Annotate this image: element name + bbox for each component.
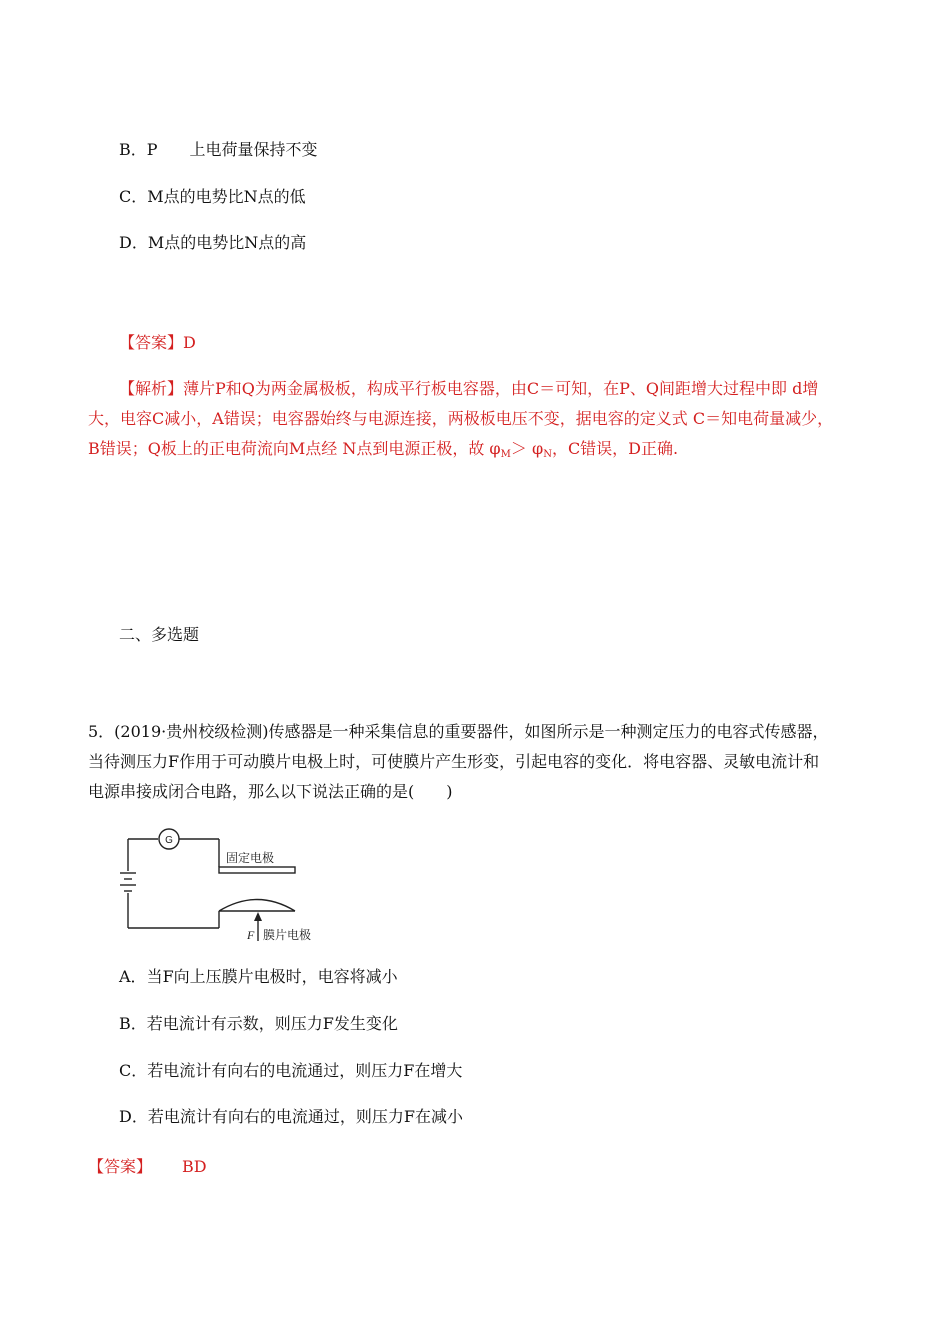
membrane-arc [219,900,295,912]
analysis-label: 【解析】 [119,379,184,398]
option-b-prev: B．P 上电荷量保持不变 [119,140,318,159]
q5-answer: 【答案】 BD [88,1157,207,1176]
galvanometer-label: G [165,835,173,846]
fixed-plate [219,867,295,873]
q5-option-d: D．若电流计有向右的电流通过，则压力F在减小 [119,1107,463,1126]
option-d-prev: D．M点的电势比N点的高 [119,233,307,252]
q5-stem: 5．(2019·贵州校级检测)传感器是一种采集信息的重要器件，如图所示是一种测定压力的电容式传感器， 当待测压力F作用于可动膜片电极上时，可使膜片产生形变，引起电容的变化．将电容器、灵敏电流计和 电源串接成闭合电路，那么以下说法正确的是( ) [88,722,829,801]
q5-option-a: A．当F向上压膜片电极时，电容将减小 [119,967,398,986]
fixed-plate-label: 固定电极 [226,851,275,865]
force-arrow-head [254,912,262,921]
force-label: F [247,928,255,942]
capacitor-sensor-figure [118,826,338,948]
membrane-label: 膜片电极 [263,928,312,942]
option-c-prev: C．M点的电势比N点的低 [119,187,306,206]
q4-analysis: 【解析】薄片P和Q为两金属极板，构成平行板电容器，由C＝可知，在P、Q间距增大过程中即 d增 大，电容C减小，A错误；电容器始终与电源连接，两极板电压不变，据电容的定义式 C＝知电荷量减少， B错误；Q板上的正电荷流向M点经 N点到电源正极，故 $\varphi_M> \varphi_N$，C错误，D正确. [88,379,834,460]
q4-answer: 【答案】D [119,333,196,352]
section-heading: 二、多选题 [119,625,200,644]
q5-option-b: B．若电流计有示数，则压力F发生变化 [119,1014,398,1033]
q5-option-c: C．若电流计有向右的电流通过，则压力F在增大 [119,1061,463,1080]
